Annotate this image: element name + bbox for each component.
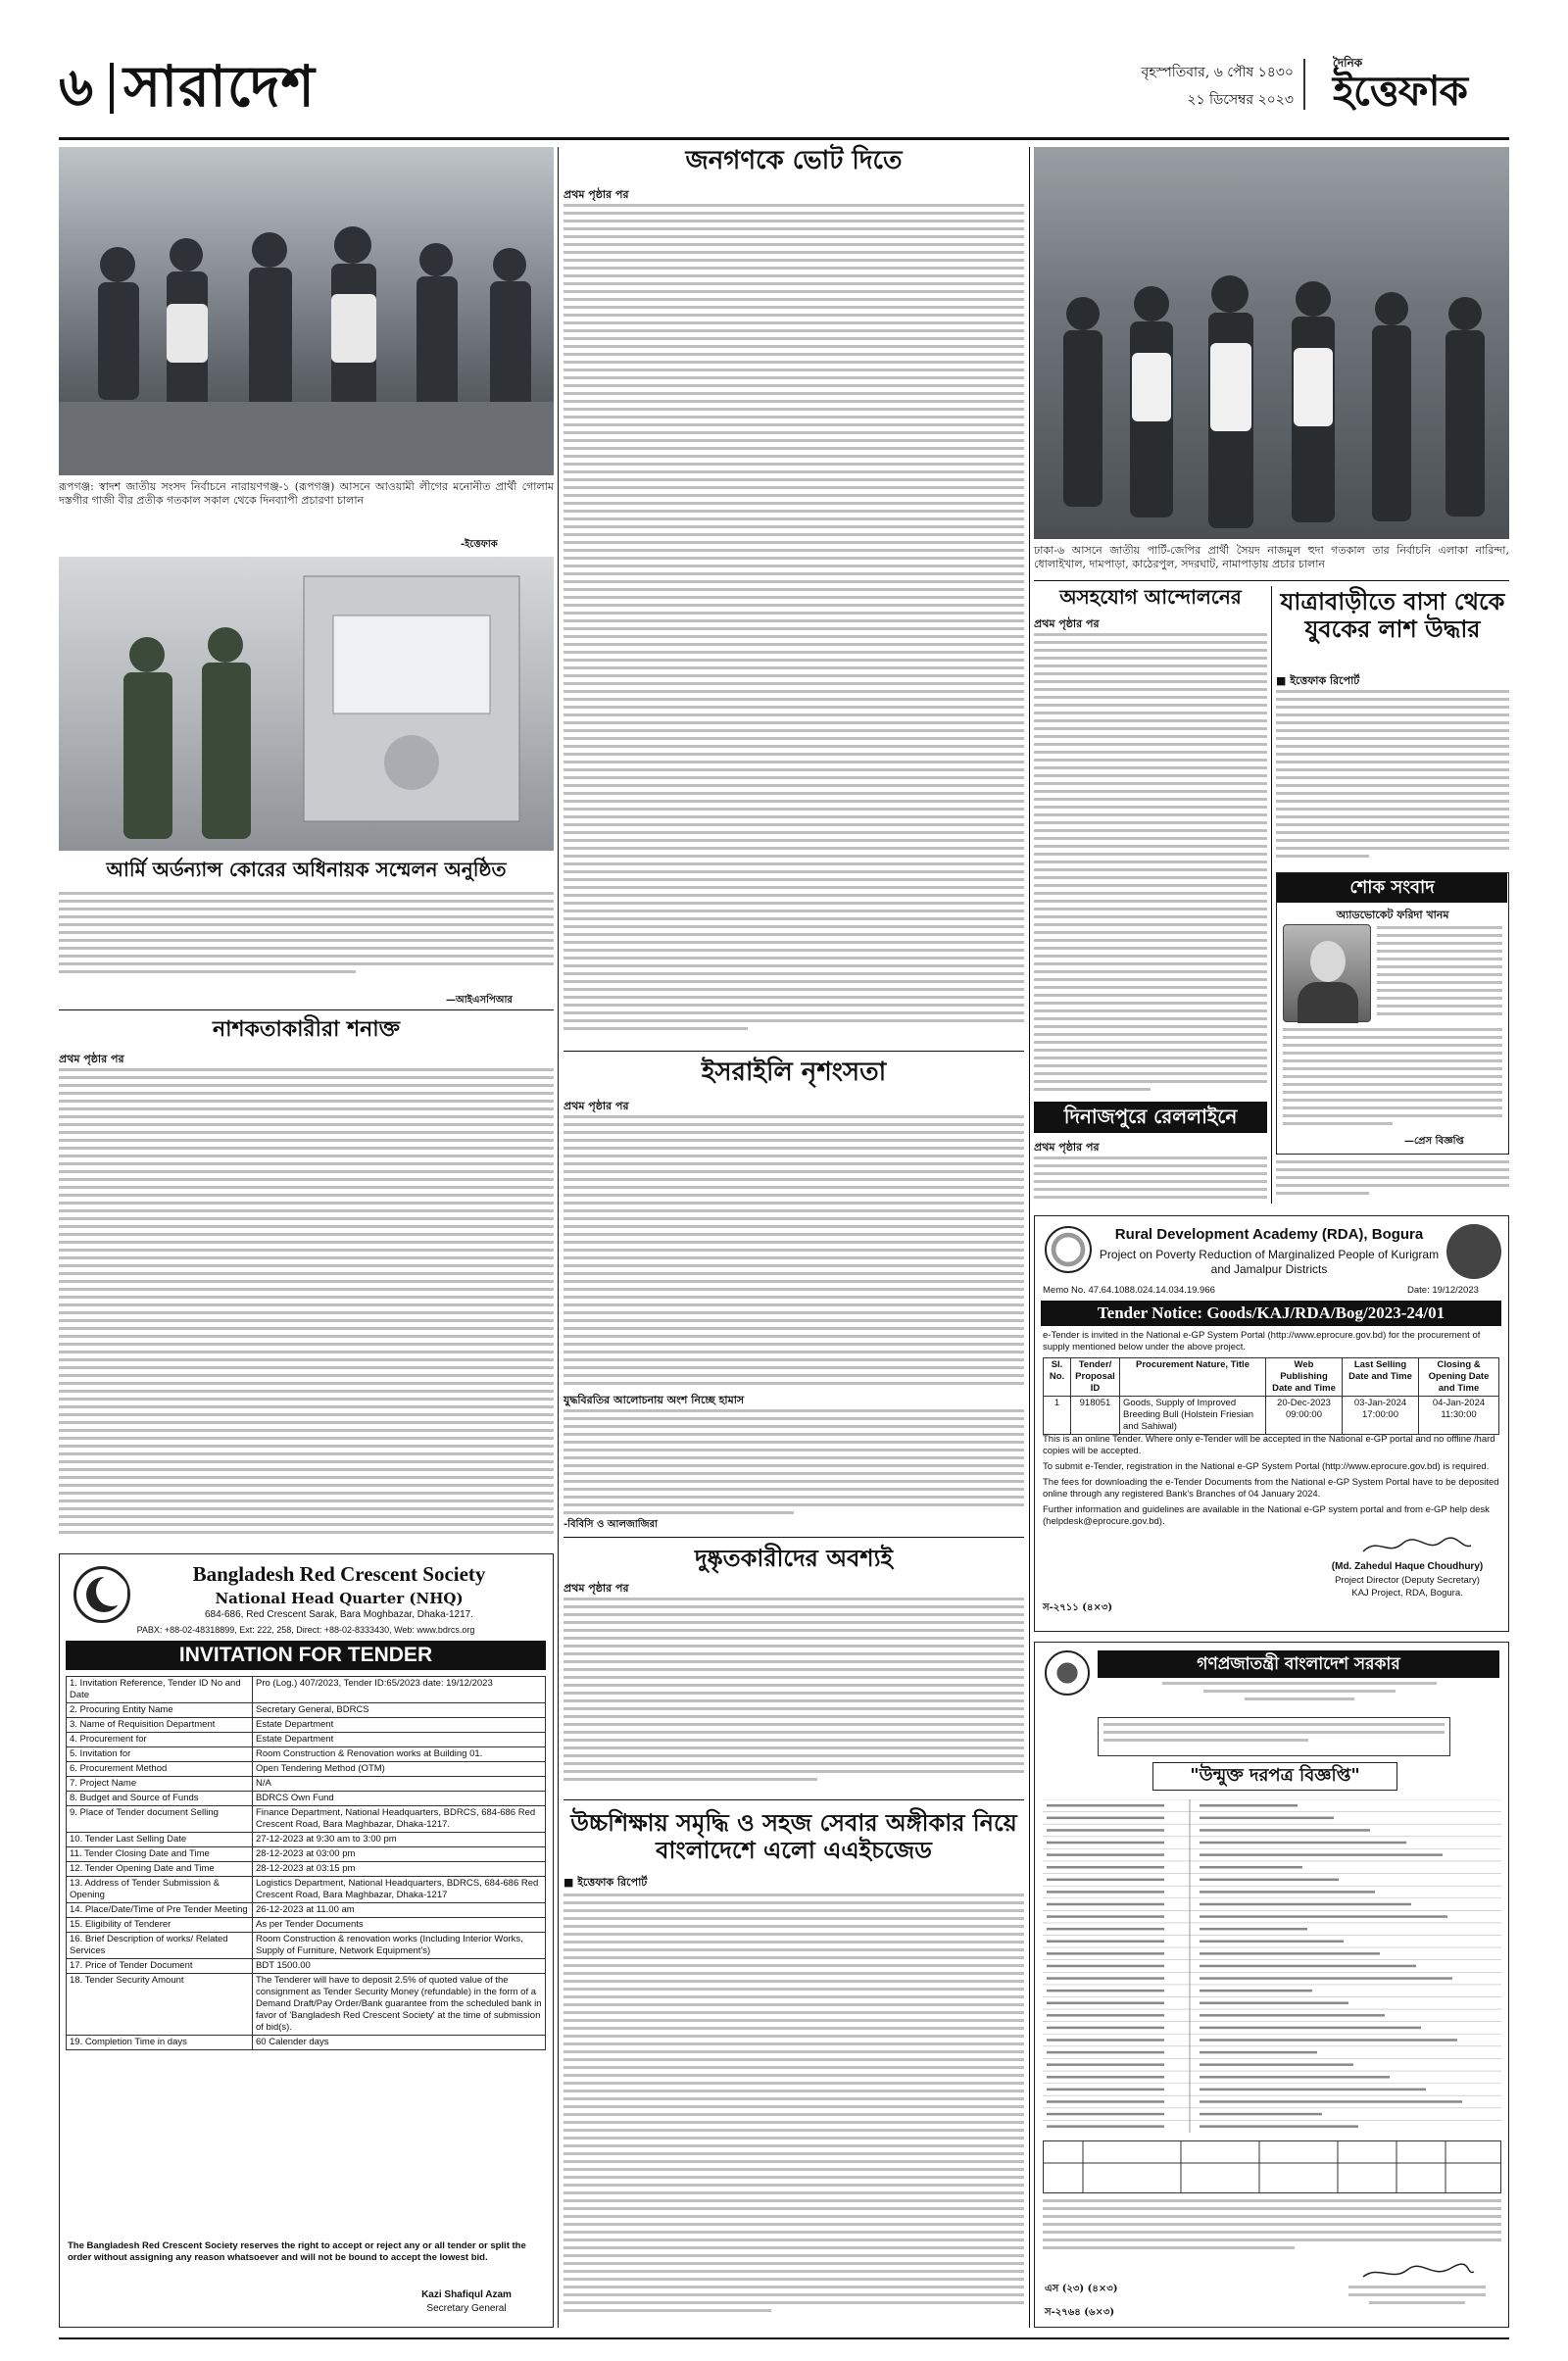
paper-logo: ইত্তেফাক — [1333, 67, 1468, 115]
brcs-row-value: Estate Department — [253, 1733, 546, 1747]
dinajpur-continued: প্রথম পৃষ্ঠার পর — [1034, 1141, 1100, 1154]
dinajpur-body-2 — [1276, 1160, 1509, 1205]
masthead-rule — [59, 137, 1509, 140]
date-bangla: বৃহস্পতিবার, ৬ পৌষ ১৪৩০ — [1141, 65, 1294, 80]
dinajpur-headline: দিনাজপুরে রেললাইনে — [1063, 1105, 1238, 1128]
govt-signatory — [1348, 2286, 1486, 2315]
rda-col-publish: Web Publishing Date and Time — [1266, 1358, 1343, 1397]
machinery-illustration — [59, 557, 554, 851]
brcs-table-row — [67, 1718, 546, 1733]
rda-memo: Memo No. 47.64.1088.024.14.034.19.966 — [1043, 1285, 1215, 1296]
rda-table-header — [1044, 1358, 1499, 1397]
rda-date: Date: 19/12/2023 — [1407, 1285, 1479, 1296]
rda-ref: স-২৭১১ (৪×৩) — [1043, 1602, 1113, 1613]
govt-table-label — [1047, 2001, 1164, 2004]
rda-signatory-title-2: KAJ Project, RDA, Bogura. — [1351, 1588, 1463, 1599]
brcs-row-value: Room Construction & Renovation works at Building 01. — [253, 1747, 546, 1762]
israel-credit: -বিবিসি ও আলজাজিরা — [564, 1519, 658, 1530]
brcs-row-label: 18. Tender Security Amount — [67, 1974, 253, 2036]
saboteurs-body — [59, 1068, 554, 1544]
brcs-table-row — [67, 1747, 546, 1762]
brcs-table-row — [67, 1918, 546, 1933]
jatrabari-byline: ■ ইত্তেফাক রিপোর্ট — [1276, 674, 1360, 687]
govt-table-value — [1200, 1842, 1406, 1845]
brcs-row-value: Open Tendering Method (OTM) — [253, 1762, 546, 1777]
govt-table-value — [1200, 2001, 1348, 2004]
govt-table-label — [1047, 1817, 1164, 1820]
israel-body — [564, 1115, 1024, 1390]
brcs-disclaimer: The Bangladesh Red Crescent Society reserves the right to accept or reject any or all tender or split the order without assigning any reason whatsoever and will not be bound to accept the lowest bid. — [68, 2240, 526, 2263]
brcs-row-label: 12. Tender Opening Date and Time — [67, 1862, 253, 1877]
brcs-row-label: 3. Name of Requisition Department — [67, 1718, 253, 1733]
criminals-continued: প্রথম পৃষ্ঠার পর — [564, 1582, 629, 1595]
govt-table-label — [1047, 1842, 1164, 1845]
vote-headline: জনগণকে ভোট দিতে — [685, 146, 903, 175]
govt-table-label — [1047, 2100, 1164, 2103]
rda-tender-ad — [1034, 1215, 1509, 1632]
govt-table-label — [1047, 2113, 1164, 2116]
govt-table-value — [1200, 1952, 1380, 1955]
rda-col-selling: Last Selling Date and Time — [1343, 1358, 1419, 1397]
brcs-table-row — [67, 1703, 546, 1718]
rda-col-closing: Closing & Opening Date and Time — [1419, 1358, 1499, 1397]
govt-table-label — [1047, 1829, 1164, 1832]
govt-table-value — [1200, 1866, 1302, 1869]
rda-cell-id: 918051 — [1071, 1397, 1120, 1435]
govt-table-label — [1047, 1941, 1164, 1943]
govt-table-label — [1047, 2039, 1164, 2041]
mid-divider-2 — [564, 1537, 1024, 1538]
obituary-body — [1377, 926, 1502, 1024]
saboteurs-continued: প্রথম পৃষ্ঠার পর — [59, 1053, 124, 1065]
army-body — [59, 892, 554, 995]
brcs-row-label: 2. Procuring Entity Name — [67, 1703, 253, 1718]
rda-logo-icon — [1045, 1226, 1092, 1273]
criminals-headline: দুষ্কৃতকারীদের অবশ্যই — [694, 1544, 894, 1572]
govt-table-label — [1047, 2089, 1164, 2091]
brcs-table-row — [67, 2036, 546, 2050]
rda-note-2: To submit e-Tender, registration in the National e-GP System Portal (http://www.eprocure.gov.bd) is required. — [1043, 1461, 1490, 1472]
govt-subheader — [1162, 1682, 1437, 1709]
govt-table-label — [1047, 1804, 1164, 1807]
brcs-row-label: 11. Tender Closing Date and Time — [67, 1847, 253, 1862]
rda-cell-nature: Goods, Supply of Improved Breeding Bull (Holstein Friesian and Sahiwal) — [1120, 1397, 1266, 1435]
govt-table-value — [1200, 1817, 1334, 1820]
govt-table-value — [1200, 2113, 1322, 2116]
brcs-table-row — [67, 1974, 546, 2036]
brcs-table-row — [67, 1959, 546, 1974]
brcs-row-label: 9. Place of Tender document Selling — [67, 1806, 253, 1833]
movement-continued: প্রথম পৃষ্ঠার পর — [1034, 617, 1100, 630]
brcs-table-row — [67, 1762, 546, 1777]
brcs-table-row — [67, 1903, 546, 1918]
govt-table-label — [1047, 2076, 1164, 2079]
brcs-table — [66, 1676, 546, 2050]
brcs-row-label: 4. Procurement for — [67, 1733, 253, 1747]
govt-table-value — [1200, 2027, 1421, 2030]
army-conference-photo — [59, 557, 554, 851]
govt-table-value — [1200, 2014, 1385, 2017]
crowd-illustration — [59, 147, 554, 475]
obituary-box — [1276, 872, 1509, 1155]
govt-table-label — [1047, 1990, 1164, 1992]
obituary-body-2 — [1283, 1028, 1502, 1131]
dhaka6-caption: ঢাকা-৬ আসনে জাতীয় পার্টি-জেপির প্রার্থী সৈয়দ নাজমুল হুদা গতকাল তার নির্বাচনি এলাকা নারিন্দা, ধোলাইখাল, দামপাড়া, কাঠেরপুল, সদরঘাট, নামাপাড়ায় প্রচার চালান — [1034, 544, 1509, 570]
masthead — [59, 51, 1509, 134]
govt-table-value — [1200, 1853, 1443, 1856]
govt-table-label — [1047, 2051, 1164, 2054]
brcs-row-label: 10. Tender Last Selling Date — [67, 1833, 253, 1847]
brcs-row-label: 16. Brief Description of works/ Related Services — [67, 1933, 253, 1959]
section-title: সারাদেশ — [123, 53, 316, 120]
higher-ed-byline: ■ ইত্তেফাক রিপোর্ট — [564, 1876, 648, 1889]
brcs-row-label: 7. Project Name — [67, 1777, 253, 1792]
govt-table-label — [1047, 1952, 1164, 1955]
govt-notice-box — [1098, 1717, 1450, 1756]
date-english: ২১ ডিসেম্বর ২০২৩ — [1187, 92, 1294, 108]
column-rule-3 — [1271, 586, 1272, 1204]
criminals-body — [564, 1598, 1024, 1784]
govt-logo-icon — [1045, 1650, 1090, 1696]
vote-continued: প্রথম পৃষ্ঠার পর — [564, 188, 629, 201]
brcs-row-value: BDRCS Own Fund — [253, 1792, 546, 1806]
brcs-row-value: Logistics Department, National Headquarters, BDRCS, 684-686 Red Crescent Road, Bara Maghbazar, Dhaka-1217 — [253, 1877, 546, 1903]
brcs-org: Bangladesh Red Crescent Society — [192, 1562, 486, 1586]
rda-note-3: The fees for downloading the e-Tender Documents from the National e-GP System Portal have to be deposited online through any registered Bank's Branches of 04 January 2024. — [1043, 1477, 1499, 1500]
govt-notes — [1043, 2199, 1501, 2258]
brcs-table-row — [67, 1733, 546, 1747]
brcs-contact: PABX: +88-02-48318899, Ext: 222, 258, Direct: +88-02-8333430, Web: www.bdrcs.org — [136, 1625, 475, 1635]
govt-table-value — [1200, 2076, 1390, 2079]
israel-subhead: যুদ্ধবিরতির আলোচনায় অংশ নিচ্ছে হামাস — [564, 1394, 745, 1406]
rda-col-sl: Sl. No. — [1044, 1358, 1071, 1397]
army-credit: —আইএসপিআর — [446, 995, 513, 1006]
govt-table-value — [1200, 2051, 1317, 2054]
left-divider-1 — [59, 1009, 554, 1010]
brcs-row-value: 28-12-2023 at 03:15 pm — [253, 1862, 546, 1877]
govt-table-label — [1047, 2063, 1164, 2066]
masthead-divider — [110, 63, 114, 114]
brcs-table-row — [67, 1792, 546, 1806]
paper-prefix: দৈনিক — [1333, 56, 1363, 70]
rda-cell-selling: 03-Jan-2024 17:00:00 — [1343, 1397, 1419, 1435]
rda-intro: e-Tender is invited in the National e-GP System Portal (http://www.eprocure.gov.bd) for the procurement of supply mentioned below under the above project. — [1043, 1330, 1481, 1353]
brcs-row-value: Pro (Log.) 407/2023, Tender ID:65/2023 date: 19/12/2023 — [253, 1677, 546, 1703]
page-number: ৬ — [59, 55, 94, 118]
rda-cell-closing: 04-Jan-2024 11:30:00 — [1419, 1397, 1499, 1435]
govt-table-label — [1047, 2014, 1164, 2017]
govt-table-value — [1200, 2039, 1457, 2041]
red-crescent-icon — [74, 1566, 130, 1623]
brcs-row-label: 5. Invitation for — [67, 1747, 253, 1762]
election-campaign-photo — [59, 147, 554, 475]
govt-table-value — [1200, 1829, 1370, 1832]
govt-table-value — [1200, 2100, 1462, 2103]
govt-table-label — [1047, 2125, 1164, 2128]
govt-table-label — [1047, 1977, 1164, 1980]
army-headline: আর্মি অর্ডন্যান্স কোরের অধিনায়ক সম্মেলন অনুষ্ঠিত — [106, 858, 507, 881]
govt-table-label — [1047, 1928, 1164, 1931]
right-divider-1 — [1034, 580, 1509, 581]
govt-banner: "উন্মুক্ত দরপত্র বিজ্ঞপ্তি" — [1152, 1762, 1397, 1791]
higher-ed-headline: উচ্চশিক্ষায় সমৃদ্ধি ও সহজ সেবার অঙ্গীকার নিয়ে বাংলাদেশে এলো এএইচজেড — [570, 1808, 1017, 1864]
brcs-row-label: 17. Price of Tender Document — [67, 1959, 253, 1974]
obituary-name: অ্যাডভোকেট ফরিদা খানম — [1336, 909, 1449, 921]
rda-signature — [1358, 1532, 1476, 1559]
higher-ed-body — [564, 1894, 1024, 2325]
rda-note-4: Further information and guidelines are available in the National e-GP system portal and from e-GP help desk (helpdesk@eprocure.gov.bd). — [1043, 1504, 1490, 1527]
govt-table-value — [1200, 1891, 1375, 1894]
street-crowd-illustration — [1034, 147, 1509, 539]
brcs-signatory-title: Secretary General — [426, 2303, 507, 2314]
brcs-table-row — [67, 1806, 546, 1833]
brcs-signatory: Kazi Shafiqul Azam — [421, 2289, 512, 2300]
govt-table-label — [1047, 1903, 1164, 1906]
govt-table-value — [1200, 2125, 1358, 2128]
govt-table-value — [1200, 1990, 1312, 1992]
govt-table-label — [1047, 1915, 1164, 1918]
brcs-row-value: BDT 1500.00 — [253, 1959, 546, 1974]
israel-body-2 — [564, 1409, 1024, 1517]
obituary-header: শোক সংবাদ — [1277, 873, 1507, 903]
rda-org: Rural Development Academy (RDA), Bogura — [1114, 1226, 1424, 1243]
brcs-row-label: 15. Eligibility of Tenderer — [67, 1918, 253, 1933]
govt-signature — [1358, 2262, 1476, 2284]
brcs-row-value: 27-12-2023 at 9:30 am to 3:00 pm — [253, 1833, 546, 1847]
mid-divider-3 — [564, 1799, 1024, 1800]
govt-table-grid — [1043, 1799, 1501, 2133]
photo-credit: -ইত্তেফাক — [461, 539, 498, 550]
brcs-row-value: The Tenderer will have to deposit 2.5% of quoted value of the consignment as Tender Security Money (refundable) in the form of a Demand Draft/Pay Order/Bank guarantee from the scheduled bank in favor of 'Bangladesh Red Crescent Society' at the time of submission of bid(s). — [253, 1974, 546, 2036]
brcs-row-value: 26-12-2023 at 11.00 am — [253, 1903, 546, 1918]
rda-cell-publish: 20-Dec-2023 09:00:00 — [1266, 1397, 1343, 1435]
rda-col-nature: Procurement Nature, Title — [1120, 1358, 1266, 1397]
jatrabari-headline: যাত্রাবাড়ীতে বাসা থেকে যুবকের লাশ উদ্ধার — [1280, 587, 1505, 643]
brcs-row-value: Secretary General, BDRCS — [253, 1703, 546, 1718]
brcs-table-row — [67, 1777, 546, 1792]
govt-table-label — [1047, 2027, 1164, 2030]
dinajpur-body — [1034, 1156, 1267, 1205]
govt-table-label — [1047, 1891, 1164, 1894]
govt-table-value — [1200, 1879, 1339, 1882]
jatrabari-body — [1276, 690, 1509, 866]
govt-table-label — [1047, 1866, 1164, 1869]
brcs-row-value: 28-12-2023 at 03:00 pm — [253, 1847, 546, 1862]
brcs-table-row — [67, 1833, 546, 1847]
rda-project: Project on Poverty Reduction of Marginalized People of Kurigram and Jamalpur Districts — [1099, 1248, 1440, 1276]
rda-cell-sl: 1 — [1044, 1397, 1071, 1435]
rda-signatory-title-1: Project Director (Deputy Secretary) — [1335, 1575, 1480, 1586]
brcs-row-label: 14. Place/Date/Time of Pre Tender Meeting — [67, 1903, 253, 1918]
brcs-tender-ad — [59, 1553, 554, 2328]
brcs-row-value: As per Tender Documents — [253, 1918, 546, 1933]
vote-body — [564, 204, 1024, 1047]
govt-table-value — [1200, 1903, 1411, 1906]
govt-table-label — [1047, 1965, 1164, 1968]
govt-emblem-icon — [1446, 1224, 1501, 1279]
brcs-row-value: Finance Department, National Headquarters, BDRCS, 684-686 Red Crescent Road, Bara Maghbazar, Dhaka-1217. — [253, 1806, 546, 1833]
govt-table-value — [1200, 2089, 1426, 2091]
israel-headline: ইসরাইলি নৃশংসতা — [701, 1058, 887, 1087]
brcs-row-label: 19. Completion Time in days — [67, 2036, 253, 2050]
govt-table-label — [1047, 1879, 1164, 1882]
obituary-portrait — [1283, 924, 1371, 1022]
brcs-table-row — [67, 1847, 546, 1862]
brcs-address: 684-686, Red Crescent Sarak, Bara Moghbazar, Dhaka-1217. — [204, 1609, 474, 1620]
brcs-row-label: 6. Procurement Method — [67, 1762, 253, 1777]
govt-summary-table — [1043, 2140, 1501, 2193]
rda-col-id: Tender/ Proposal ID — [1071, 1358, 1120, 1397]
mid-divider-1 — [564, 1051, 1024, 1052]
govt-table-value — [1200, 2063, 1353, 2066]
brcs-table-row — [67, 1862, 546, 1877]
movement-headline: অসহযোগ আন্দোলনের — [1059, 585, 1242, 609]
govt-table-value — [1200, 1928, 1307, 1931]
govt-table-value — [1200, 1941, 1344, 1943]
govt-table-value — [1200, 1804, 1298, 1807]
govt-tender-ad — [1034, 1642, 1509, 2328]
rda-table — [1043, 1357, 1499, 1435]
rda-signatory: (Md. Zahedul Haque Choudhury) — [1331, 1561, 1484, 1572]
movement-body — [1034, 633, 1267, 1104]
brcs-row-label: 8. Budget and Source of Funds — [67, 1792, 253, 1806]
govt-header: গণপ্রজাতন্ত্রী বাংলাদেশ সরকার — [1098, 1650, 1499, 1678]
brcs-row-value: N/A — [253, 1777, 546, 1792]
dhaka6-campaign-photo — [1034, 147, 1509, 539]
rda-table-row — [1044, 1397, 1499, 1435]
govt-ref-2: এস (২৩) (৪×৩) — [1045, 2284, 1118, 2294]
brcs-table-row — [67, 1933, 546, 1959]
photo-caption-rupganj: রূপগঞ্জ: স্বাদশ জাতীয় সংসদ নির্বাচনে নারায়ণগঞ্জ-১ (রূপগঞ্জ) আসনে আওয়ামী লীগের মনোনীত প্রার্থী গোলাম দস্তগীর গাজী বীর প্রতীক গতকাল সকাল থেকে দিনব্যাপী প্রচারণা চালান — [59, 480, 554, 507]
obituary-credit: —প্রেস বিজ্ঞপ্তি — [1404, 1136, 1464, 1147]
govt-ref: স-২৭৬৪ (৬×৩) — [1045, 2307, 1115, 2318]
brcs-hq: National Head Quarter (NHQ) — [215, 1590, 464, 1607]
brcs-row-value: 60 Calender days — [253, 2036, 546, 2050]
column-rule-1 — [558, 147, 559, 2328]
brcs-row-label: 1. Invitation Reference, Tender ID No and Date — [67, 1677, 253, 1703]
govt-table-value — [1200, 1915, 1447, 1918]
bottom-rule — [59, 2337, 1509, 2339]
date-divider — [1303, 59, 1305, 110]
rda-banner: Tender Notice: Goods/KAJ/RDA/Bog/2023-24/01 — [1041, 1301, 1501, 1326]
govt-table-value — [1200, 1965, 1416, 1968]
brcs-row-value: Estate Department — [253, 1718, 546, 1733]
saboteurs-headline: নাশকতাকারীরা শনাক্ত — [212, 1016, 400, 1042]
brcs-row-value: Room Construction & renovation works (Including Interior Works, Supply of Furniture, Network Equipment's) — [253, 1933, 546, 1959]
govt-table-value — [1200, 1977, 1452, 1980]
brcs-banner: INVITATION FOR TENDER — [66, 1641, 546, 1670]
rda-note-1: This is an online Tender. Where only e-Tender will be accepted in the National e-GP portal and no offline /hard copies will be accepted. — [1043, 1434, 1495, 1456]
column-rule-2 — [1029, 147, 1030, 2328]
israel-continued: প্রথম পৃষ্ঠার পর — [564, 1100, 629, 1112]
govt-table — [1043, 1799, 1501, 2133]
brcs-table-row — [67, 1677, 546, 1703]
brcs-table-row — [67, 1877, 546, 1903]
govt-table-label — [1047, 1853, 1164, 1856]
brcs-row-label: 13. Address of Tender Submission & Opening — [67, 1877, 253, 1903]
